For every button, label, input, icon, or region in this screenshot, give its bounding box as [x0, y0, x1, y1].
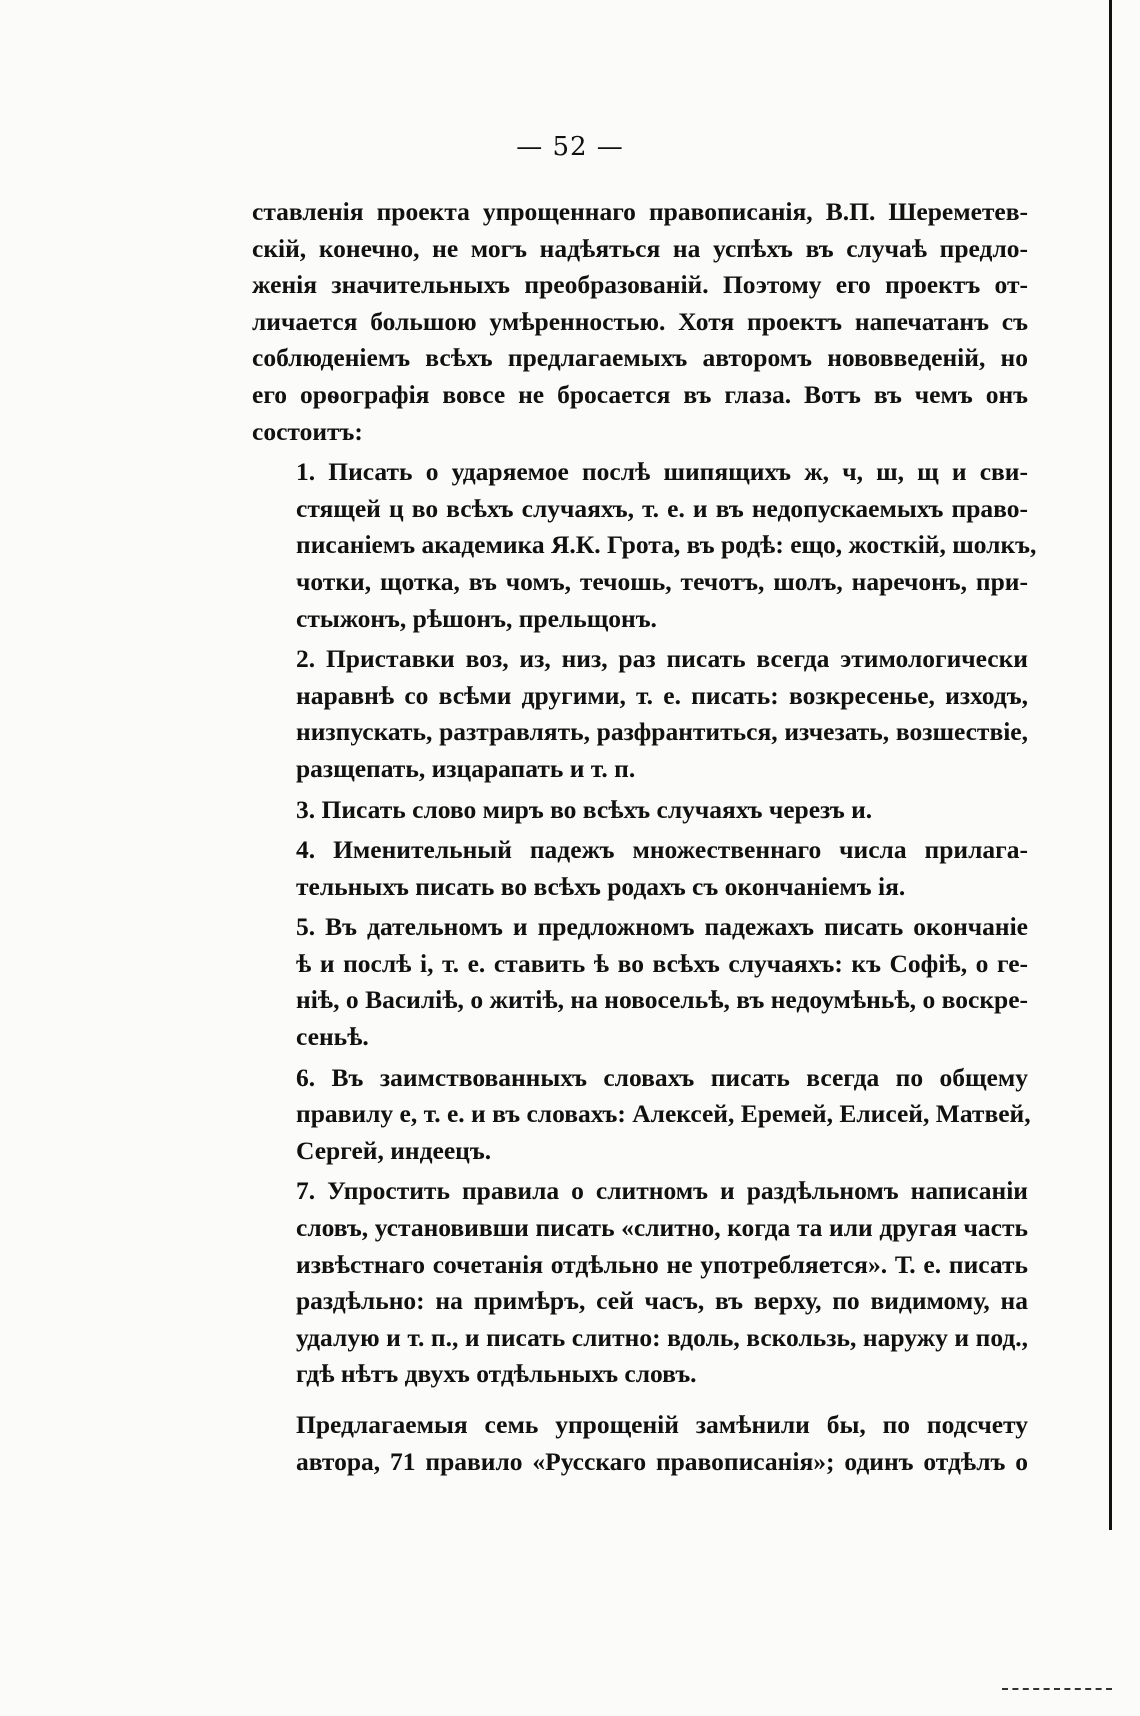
text-line: 6. Въ заимствованныхъ словахъ писать всегда по общему — [296, 1062, 1028, 1092]
text-line: 7. Упростить правила о слитномъ и раздѣльномъ написаніи — [296, 1176, 1028, 1206]
text-line: наравнѣ со всѣми другими, т. е. писать: возкресенье, изходъ, — [296, 680, 1028, 710]
paragraph-intro — [252, 194, 1028, 450]
body-text — [252, 194, 1037, 1484]
text-line: 1. Писать о ударяемое послѣ шипящихъ ж, ч, ш, щ и сви- — [296, 457, 1028, 487]
text-line: состоитъ: — [252, 416, 363, 446]
text-line: ніѣ, о Василіѣ, о житіѣ, на новосельѣ, въ недоумѣньѣ, о воскре- — [296, 985, 1028, 1015]
text-line: Сергей, индеецъ. — [296, 1135, 492, 1165]
text-line: женія значительныхъ преобразованій. Поэтому его проектъ от- — [252, 270, 1028, 300]
text-line: удалую и т. п., и писать слитно: вдоль, вскользь, наружу и под., — [296, 1322, 1028, 1352]
text-line: тельныхъ писать во всѣхъ родахъ съ окончаніемъ ія. — [296, 871, 906, 901]
text-line: стящей ц во всѣхъ случаяхъ, т. е. и въ недопускаемыхъ право- — [296, 493, 1028, 523]
text-line: его орѳографія вовсе не бросается въ глаза. Вотъ въ чемъ онъ — [252, 379, 1028, 409]
paragraph-item-5 — [252, 909, 1028, 1055]
text-line: 5. Въ дательномъ и предложномъ падежахъ писать окончаніе — [296, 912, 1028, 942]
paragraph-conclusion — [252, 1407, 1028, 1480]
text-line: автора, 71 правило «Русскаго правописанія»; одинъ отдѣлъ о — [296, 1446, 1028, 1476]
paragraph-item-2 — [252, 641, 1028, 787]
paragraph-item-7 — [252, 1173, 1028, 1393]
text-line: личается большою умѣренностью. Хотя проектъ напечатанъ съ — [252, 306, 1028, 336]
text-line: писаніемъ академика Я.К. Грота, въ родѣ: ещо, жосткій, шолкъ, — [296, 530, 1037, 560]
text-line: гдѣ нѣтъ двухъ отдѣльныхъ словъ. — [296, 1359, 697, 1389]
paragraph-item-6 — [252, 1060, 1031, 1170]
paragraph-item-3 — [252, 792, 1028, 829]
text-line: ѣ и послѣ і, т. е. ставить ѣ во всѣхъ случаяхъ: къ Софіѣ, о ге- — [296, 948, 1028, 978]
text-line: низпускать, разтравлять, разфрантиться, изчезать, возшествіе, — [296, 717, 1028, 747]
text-line: извѣстнаго сочетанія отдѣльно не употребляется». Т. е. писать — [296, 1249, 1028, 1279]
page-edge-line — [1109, 0, 1112, 1530]
text-line: разщепать, изцарапать и т. п. — [296, 753, 636, 783]
text-line: 4. Именительный падежъ множественнаго числа прилага- — [296, 835, 1028, 865]
page-edge-mark — [1002, 1688, 1112, 1690]
text-line: Предлагаемыя семь упрощеній замѣнили бы, по подсчету — [296, 1410, 1028, 1439]
page-number: — 52 — — [516, 132, 624, 162]
text-line: 2. Приставки воз, из, низ, раз писать всегда этимологически — [296, 644, 1028, 674]
text-line: соблюденіемъ всѣхъ предлагаемыхъ авторомъ нововведеній, но — [252, 343, 1028, 373]
text-line: стыжонъ, рѣшонъ, прельщонъ. — [296, 603, 657, 633]
text-line: словъ, установивши писать «слитно, когда та или другая часть — [296, 1213, 1028, 1243]
text-line: раздѣльно: на примѣръ, сей часъ, въ верху, по видимому, на — [296, 1286, 1028, 1316]
text-line: ставленія проекта упрощеннаго правописанія, В.П. Шереметев- — [252, 197, 1028, 226]
text-line: правилу е, т. е. и въ словахъ: Алексей, Еремей, Елисей, Матвей, — [296, 1099, 1031, 1129]
paragraph-item-1 — [252, 454, 1037, 637]
text-line: 3. Писать слово миръ во всѣхъ случаяхъ черезъ и. — [296, 794, 873, 824]
text-line: скій, конечно, не могъ надѣяться на успѣхъ въ случаѣ предло- — [252, 233, 1028, 263]
text-line: сеньѣ. — [296, 1022, 369, 1052]
paragraph-item-4 — [252, 832, 1028, 905]
text-line: чотки, щотка, въ чомъ, течошь, течотъ, шолъ, наречонъ, при- — [296, 566, 1028, 596]
